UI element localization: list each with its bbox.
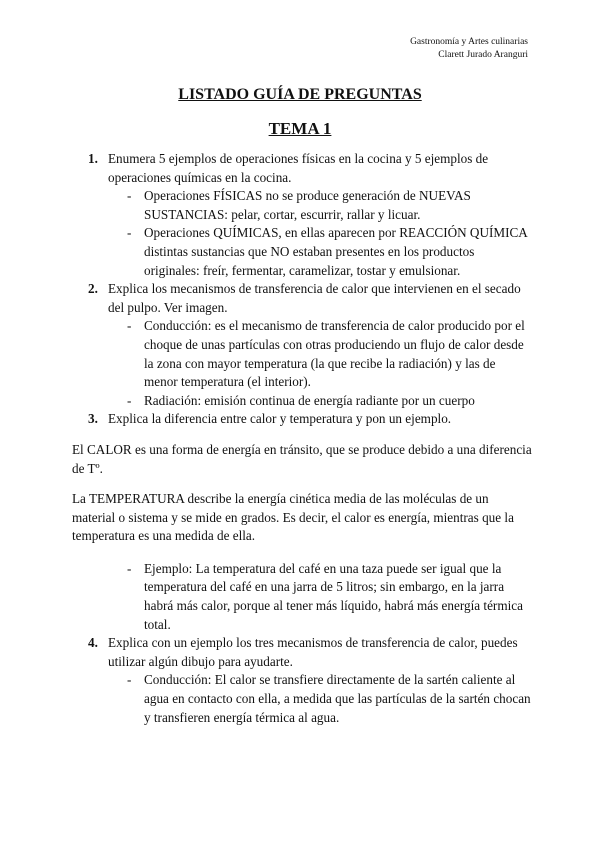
question-number: 1. [88,151,98,166]
answer-text: Ejemplo: La temperatura del café en una taza puede ser igual que la temperatura del café en una jarra de 5 litros; sin embargo, en la jarra habrá más calor, porque al tener más líquido, habrá más energía térmica total. [144,560,523,632]
question-4 [72,634,532,671]
paragraph-temperatura: La TEMPERATURA describe la energía cinética media de las moléculas de un material o sistema y se mide en grados. Es decir, el calor es energía, mientras que la temperatura es una medida de ella. [72,491,514,544]
answer-text: Operaciones FÍSICAS no se produce generación de NUEVAS SUSTANCIAS: pelar, cortar, escurrir, rallar y licuar. [144,188,471,222]
dash-bullet: - [127,225,132,241]
page-header [410,36,528,62]
dash-bullet: - [127,560,132,576]
answer-text: Radiación: emisión continua de energía radiante por un cuerpo [144,392,475,408]
document-subtitle: TEMA 1 [268,119,332,138]
answer-item [72,317,532,391]
question-text: Explica la diferencia entre calor y temperatura y pon un ejemplo. [108,411,452,427]
question-text: Enumera 5 ejemplos de operaciones físicas en la cocina y 5 ejemplos de operaciones químicas en la cocina. [108,151,489,185]
header-subject: Gastronomía y Artes culinarias [410,37,528,47]
question-number: 3. [88,411,98,427]
question-number: 4. [88,635,98,651]
answer-item [72,392,532,411]
question-text: Explica con un ejemplo los tres mecanismos de transferencia de calor, puedes utilizar algún dibujo para ayudarte. [108,635,518,669]
document-body [72,150,532,727]
question-3 [72,410,532,429]
question-2 [72,280,532,317]
document-title: LISTADO GUÍA DE PREGUNTAS [178,86,422,103]
dash-bullet: - [127,392,132,408]
dash-bullet: - [127,672,132,688]
dash-bullet: - [127,188,132,204]
question-text: Explica los mecanismos de transferencia de calor que intervienen en el secado del pulpo. Ver imagen. [108,281,521,315]
answer-item [72,671,532,727]
answer-text: Conducción: El calor se transfiere directamente de la sartén caliente al agua en contacto con ella, a medida que las partículas de la sartén chocan y transfieren energía térmica al agua. [144,672,531,725]
question-1 [72,150,532,187]
header-author: Clarett Jurado Aranguri [438,50,528,60]
answer-text: Conducción: es el mecanismo de transferencia de calor producido por el choque de unas partículas con otras produciendo un flujo de calor desde la zona con mayor temperatura (la que recibe la radiación) y las de menor temperatura (el interior). [144,318,525,390]
dash-bullet: - [127,318,132,334]
answer-text: Operaciones QUÍMICAS, en ellas aparecen por REACCIÓN QUÍMICA distintas sustancias que NO estaban presentes en los productos originales: freír, fermentar, caramelizar, tostar y emulsionar. [144,225,528,278]
question-number: 2. [88,281,98,297]
answer-item [72,224,532,280]
paragraph-calor: El CALOR es una forma de energía en tránsito, que se produce debido a una diferencia de Tº. [72,441,532,476]
answer-item [72,560,532,634]
answer-item [72,187,532,224]
